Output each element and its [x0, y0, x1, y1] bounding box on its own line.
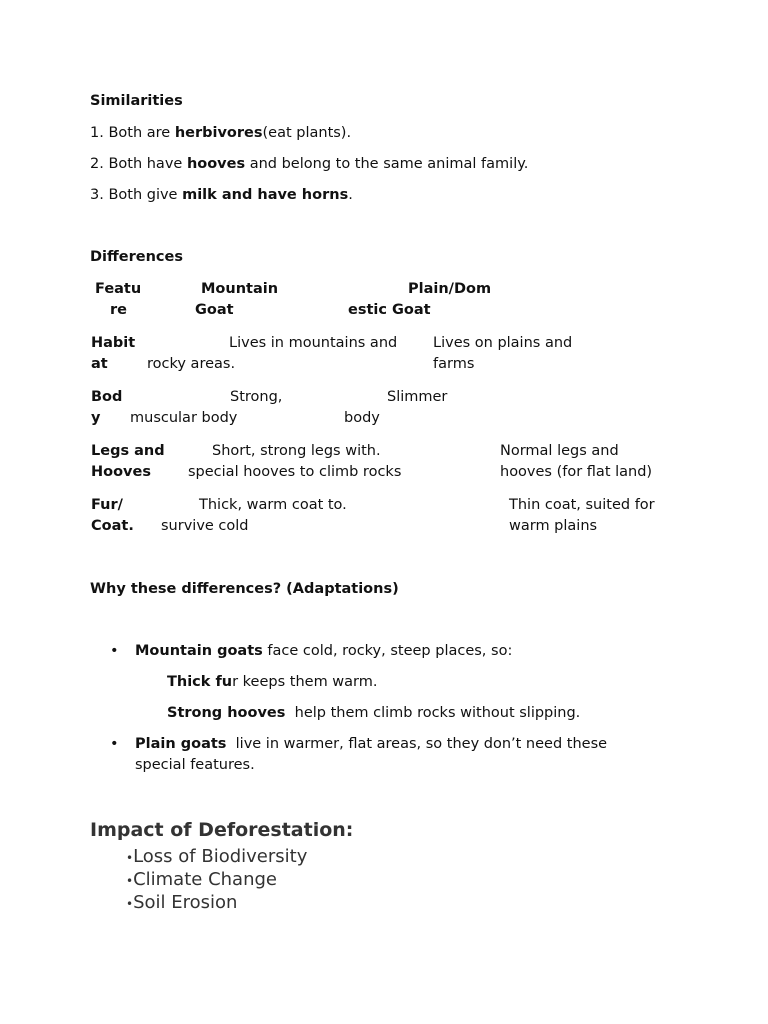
similarities-heading: Similarities [90, 93, 183, 109]
row-habitat-mountain-2: rocky areas. [147, 356, 236, 372]
bullet-icon: • [126, 874, 134, 888]
similarity-item-2: 2. Both have hooves and belong to the same animal family. [90, 156, 529, 172]
row-habitat-mountain-1: Lives in mountains and [229, 335, 398, 351]
row-body-feature-2: y [91, 410, 101, 426]
impact-item-biodiversity: •Loss of Biodiversity [126, 846, 308, 867]
table-header-mountain-1: Mountain [201, 281, 279, 297]
row-body-plain-1: Slimmer [387, 389, 448, 405]
row-body-plain-2: body [344, 410, 380, 426]
row-body-feature-1: Bod [91, 389, 123, 405]
adaptation-thick-fur: Thick fur keeps them warm. [167, 674, 378, 690]
impact-heading: Impact of Deforestation: [90, 819, 354, 841]
row-fur-plain-1: Thin coat, suited for [509, 497, 655, 513]
similarity-item-1: 1. Both are herbivores(eat plants). [90, 125, 352, 141]
row-legs-mountain-2: special hooves to climb rocks [188, 464, 402, 480]
row-habitat-feature-1: Habit [91, 335, 136, 351]
table-header-mountain-2: Goat [195, 302, 234, 318]
bullet-icon: • [126, 851, 134, 865]
similarity-item-3: 3. Both give milk and have horns. [90, 187, 353, 203]
row-body-mountain-1: Strong, [230, 389, 283, 405]
row-fur-feature-2: Coat. [91, 518, 134, 534]
row-legs-plain-1: Normal legs and [500, 443, 619, 459]
row-legs-plain-2: hooves (for flat land) [500, 464, 653, 480]
row-legs-feature-1: Legs and [91, 443, 165, 459]
row-legs-mountain-1: Short, strong legs with. [212, 443, 381, 459]
adaptation-plain-goats-line2: special features. [135, 757, 255, 773]
bullet-icon: • [126, 897, 134, 911]
adaptation-mountain-goats: Mountain goats face cold, rocky, steep places, so: [135, 643, 513, 659]
adaptations-heading: Why these differences? (Adaptations) [90, 581, 399, 597]
row-legs-feature-2: Hooves [91, 464, 151, 480]
row-habitat-plain-1: Lives on plains and [433, 335, 573, 351]
row-fur-mountain-1: Thick, warm coat to. [199, 497, 347, 513]
adaptation-strong-hooves: Strong hooves help them climb rocks without slipping. [167, 705, 581, 721]
row-fur-mountain-2: survive cold [161, 518, 249, 534]
differences-heading: Differences [90, 249, 183, 265]
table-header-feature-1: Featu [95, 281, 142, 297]
impact-item-erosion: •Soil Erosion [126, 892, 238, 913]
table-header-plain-2: estic Goat [348, 302, 431, 318]
row-fur-feature-1: Fur/ [91, 497, 123, 513]
table-header-plain-1: Plain/Dom [408, 281, 492, 297]
adaptation-plain-goats: Plain goats live in warmer, flat areas, so they don’t need these [135, 736, 608, 752]
row-habitat-feature-2: at [91, 356, 108, 372]
table-header-feature-2: re [110, 302, 127, 318]
row-body-mountain-2: muscular body [130, 410, 238, 426]
bullet-icon: • [110, 736, 119, 752]
bullet-icon: • [110, 643, 119, 659]
row-habitat-plain-2: farms [433, 356, 475, 372]
impact-item-climate: •Climate Change [126, 869, 277, 890]
row-fur-plain-2: warm plains [509, 518, 598, 534]
